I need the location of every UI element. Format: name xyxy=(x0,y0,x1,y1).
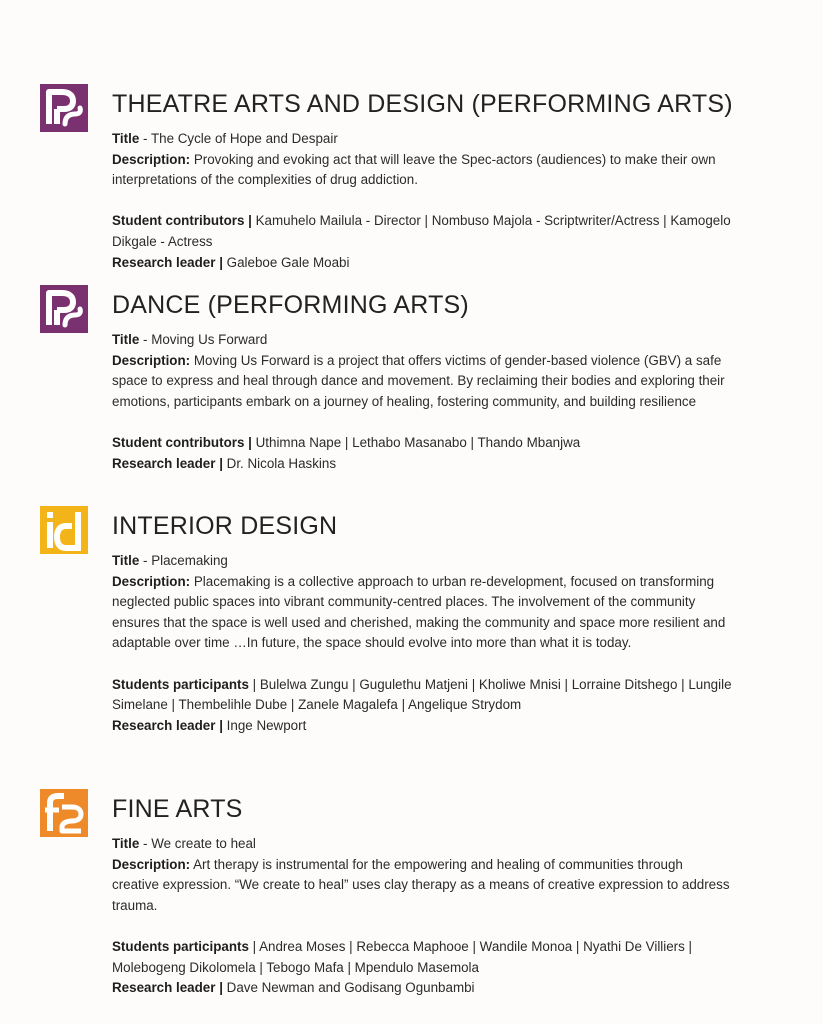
research-leader: Research leader | Dr. Nicola Haskins xyxy=(112,455,337,471)
section-heading: INTERIOR DESIGN xyxy=(112,512,338,540)
description: Description: Moving Us Forward is a project that offers victims of gender-based violence (GBV) a safe space to express and heal through dance and movement. By reclaiming their bodies and exploring their emotions, participants embark on a journey of healing, fostering community, and building resilience xyxy=(112,352,725,409)
interior-design-logo xyxy=(40,506,88,554)
title-line: Title - The Cycle of Hope and Despair xyxy=(112,131,338,146)
section-heading: DANCE (PERFORMING ARTS) xyxy=(112,291,469,319)
research-leader: Research leader | Inge Newport xyxy=(112,717,307,733)
fine-arts-logo xyxy=(40,789,88,837)
performing-arts-logo xyxy=(40,84,88,132)
performing-arts-logo xyxy=(40,285,88,333)
section-heading: THEATRE ARTS AND DESIGN (PERFORMING ARTS) xyxy=(112,90,733,118)
contributors: Students participants | Andrea Moses | Rebecca Maphooe | Wandile Monoa | Nyathi De Villiers | Molebogeng Dikolomela | Tebogo Mafa | Mpendulo Masemola xyxy=(112,938,693,975)
title-line: Title - Moving Us Forward xyxy=(112,332,268,347)
description: Description: Art therapy is instrumental for the empowering and healing of communities through creative expression. “We create to heal” uses clay therapy as a means of creative expression to address trauma. xyxy=(112,856,730,913)
contributors: Students participants | Bulelwa Zungu | Gugulethu Matjeni | Kholiwe Mnisi | Lorraine Ditshego | Lungile Simelane | Thembelihle Dube | Zanele Magalefa | Angelique Strydom xyxy=(112,676,732,713)
contributors: Student contributors | Kamuhelo Mailula - Director | Nombuso Majola - Scriptwriter/Actress | Kamogelo Dikgale - Actress xyxy=(112,213,731,249)
research-leader: Research leader | Galeboe Gale Moabi xyxy=(112,254,350,270)
title-line: Title - Placemaking xyxy=(112,553,228,568)
title-line: Title - We create to heal xyxy=(112,836,256,851)
research-leader: Research leader | Dave Newman and Godisang Ogunbambi xyxy=(112,980,475,996)
section-heading: FINE ARTS xyxy=(112,795,243,823)
contributors: Student contributors | Uthimna Nape | Lethabo Masanabo | Thando Mbanjwa xyxy=(112,434,581,450)
description: Description: Provoking and evoking act that will leave the Spec-actors (audiences) to make their own interpretations of the complexities of drug addiction. xyxy=(112,151,716,188)
description: Description: Placemaking is a collective approach to urban re-development, focused on transforming neglected public spaces into vibrant community-centred places. The involvement of the community ensures that the space is well used and cherished, making the community and space more resilient and adaptable over time …In future, the space should evolve into more than what it is today. xyxy=(112,573,726,651)
